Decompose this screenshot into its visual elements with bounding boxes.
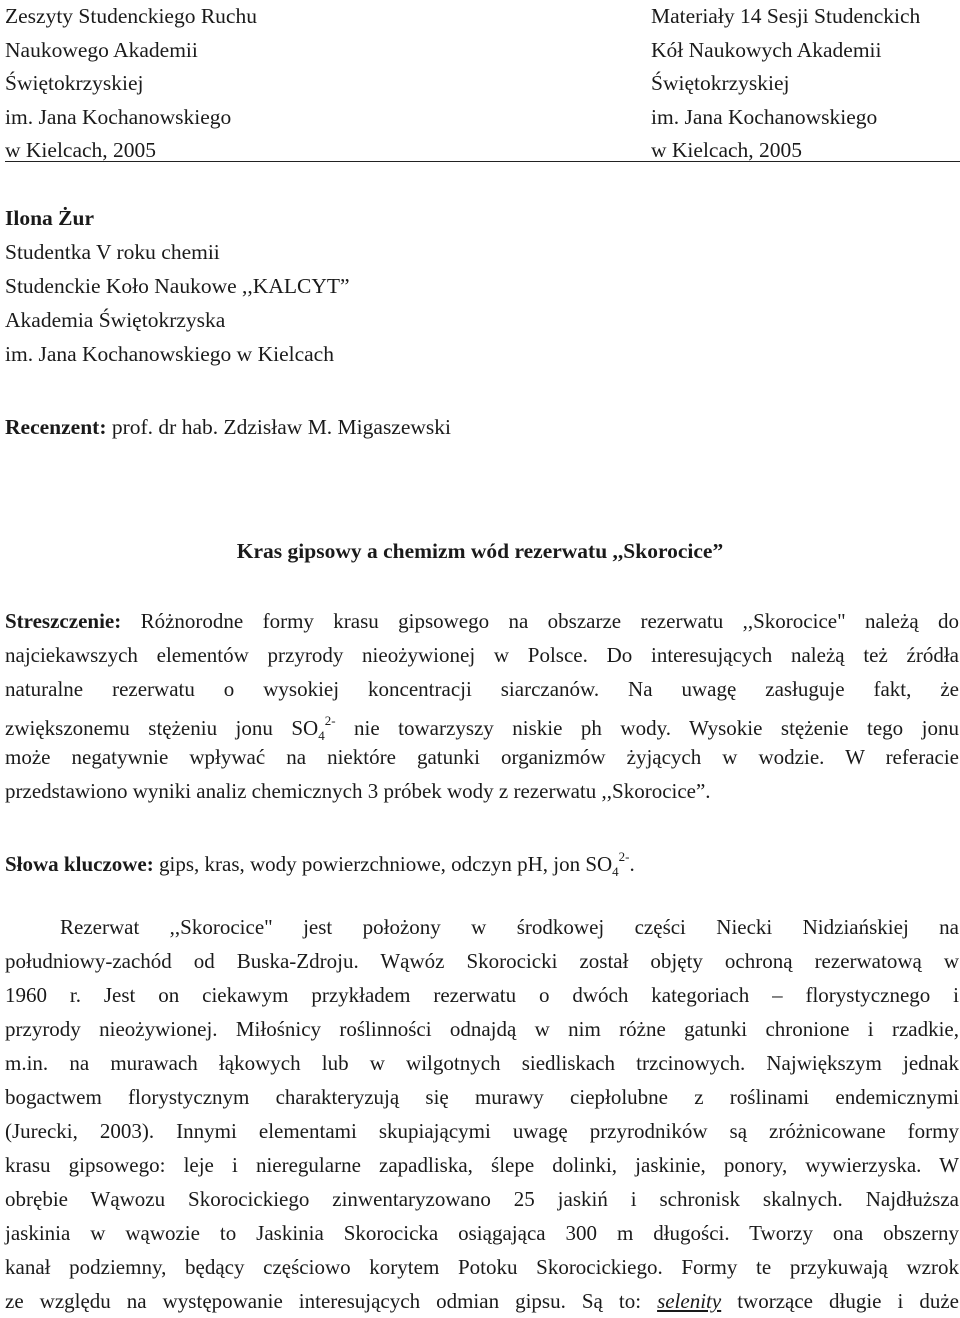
abstract-line: może negatywnie wpływać na niektóre gatunki organizmów żyjących w wodzie. W referacie xyxy=(5,745,959,769)
sulfate-charge: 2- xyxy=(324,713,336,728)
selenity-term: selenity xyxy=(657,1289,722,1313)
header-right-line: w Kielcach, 2005 xyxy=(651,138,803,162)
abstract-line: naturalne rezerwatu o wysokiej koncentracji siarczanów. Na uwagę zasługuje fakt, że xyxy=(5,677,959,701)
keywords-text: gips, kras, wody powierzchniowe, odczyn pH, jon SO xyxy=(159,852,613,876)
abstract-text: nie towarzyszy niskie ph wody. Wysokie stężenie tego jonu xyxy=(354,716,959,740)
keywords-end: . xyxy=(629,852,635,876)
body-line: Rezerwat ,,Skorocice" jest położony w środkowej części Niecki Nidziańskiej na xyxy=(60,915,959,939)
header-left-line: Zeszyty Studenckiego Ruchu xyxy=(5,4,257,28)
abstract-line xyxy=(5,706,959,744)
abstract-label: Streszczenie: xyxy=(5,609,122,633)
abstract-text: Różnorodne formy krasu gipsowego na obszarze rezerwatu ,,Skorocice" należą do xyxy=(140,609,960,633)
body-line: południowy-zachód od Buska-Zdroju. Wąwóz Skorocicki został objęty ochroną rezerwatową w xyxy=(5,949,959,973)
body-text-segment: tworzące długie i duże xyxy=(737,1289,960,1313)
header-right-line: Materiały 14 Sesji Studenckich xyxy=(651,4,921,28)
body-text-segment: ze względu na występowanie interesujących odmian gipsu. Są to: xyxy=(5,1289,642,1313)
body-line: m.in. na murawach łąkowych lub w wilgotnych siedliskach trzcinowych. Największym jednak xyxy=(5,1051,959,1075)
header-divider xyxy=(5,161,960,162)
header-left-line: w Kielcach, 2005 xyxy=(5,138,157,162)
body-line: jaskinia w wąwozie to Jaskinia Skorocicka osiągająca 300 m długości. Tworzy ona obszerny xyxy=(5,1221,959,1245)
sulfate-subscript: 4 xyxy=(318,728,325,744)
keywords-charge: 2- xyxy=(618,849,630,864)
header-journal-left xyxy=(5,0,257,168)
abstract-line: przedstawiono wyniki analiz chemicznych 3 próbek wody z rezerwatu ,,Skorocice”. xyxy=(5,779,711,803)
body-line: kanał podziemny, będący częściowo korytem Potoku Skorocickiego. Formy te przykuwają wzrok xyxy=(5,1255,959,1279)
header-left-line: im. Jana Kochanowskiego xyxy=(5,104,232,129)
body-line: bogactwem florystycznym charakteryzują się murawy ciepłolubne z roślinami endemicznymi xyxy=(5,1085,959,1109)
paper-title: Kras gipsowy a chemizm wód rezerwatu ,,Skorocice” xyxy=(236,539,724,563)
keywords-label: Słowa kluczowe: xyxy=(5,852,154,876)
author-affiliation-line: Studentka V roku chemii xyxy=(5,240,220,264)
page-header xyxy=(0,0,960,162)
keywords-line xyxy=(5,842,959,880)
reviewer-label: Recenzent: xyxy=(5,415,107,439)
body-text xyxy=(5,910,959,1318)
author-affiliation-line: Studenckie Koło Naukowe ,,KALCYT” xyxy=(5,274,350,298)
header-proceedings-right xyxy=(651,0,920,168)
author-affiliation-line: im. Jana Kochanowskiego w Kielcach xyxy=(5,342,334,366)
header-left-line: Świętokrzyskiej xyxy=(5,71,144,95)
abstract-line xyxy=(5,604,959,638)
header-left-line: Naukowego Akademii xyxy=(5,37,198,62)
header-right-line: Kół Naukowych Akademii xyxy=(651,37,882,62)
author-block xyxy=(5,201,350,371)
keywords xyxy=(5,842,959,880)
reviewer-line xyxy=(5,410,451,444)
author-name: Ilona Żur xyxy=(5,206,95,230)
body-line: obrębie Wąwozu Skorocickiego zinwentaryzowano 25 jaskiń i schronisk skalnych. Najdłuższa xyxy=(5,1187,959,1211)
header-right-line: im. Jana Kochanowskiego xyxy=(651,104,878,129)
abstract xyxy=(5,604,959,808)
abstract-line: najciekawszych elementów przyrody nieożywionej w Polsce. Do interesujących należą też źródła xyxy=(5,643,959,667)
author-affiliation-line: Akademia Świętokrzyska xyxy=(5,308,226,332)
body-line: (Jurecki, 2003). Innymi elementami skupiającymi uwagę przyrodników są zróżnicowane formy xyxy=(5,1119,959,1143)
body-line xyxy=(5,1284,959,1318)
body-line: przyrody nieożywionej. Miłośnicy roślinności odnajdą w nim różne gatunki chronione i rzadkie, xyxy=(5,1017,959,1041)
abstract-text: zwiększonemu stężeniu jonu SO xyxy=(5,716,319,740)
header-right-line: Świętokrzyskiej xyxy=(651,71,790,95)
body-line: 1960 r. Jest on ciekawym przykładem rezerwatu o dwóch kategoriach – florystycznego i xyxy=(5,983,959,1007)
reviewer-name: prof. dr hab. Zdzisław M. Migaszewski xyxy=(111,415,452,439)
keywords-subscript: 4 xyxy=(612,864,619,880)
body-line: krasu gipsowego: leje i nieregularne zapadliska, ślepe dolinki, jaskinie, ponory, wywierzyska. W xyxy=(5,1153,959,1177)
